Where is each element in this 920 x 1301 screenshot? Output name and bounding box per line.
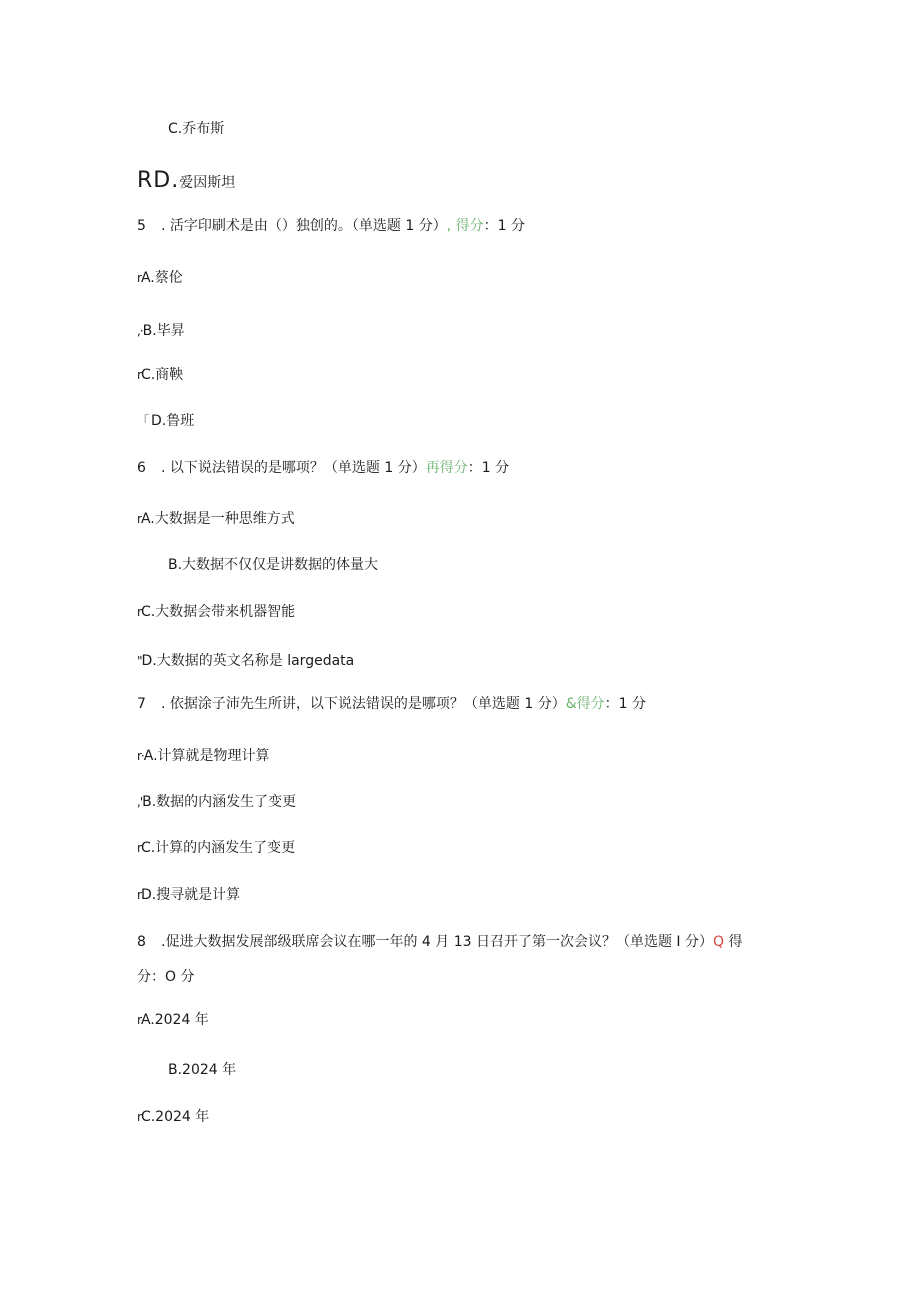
radio-mark: ,· bbox=[137, 324, 143, 338]
radio-mark: 「 bbox=[137, 414, 152, 428]
radio-mark: r bbox=[137, 841, 141, 855]
radio-mark: " bbox=[137, 654, 142, 668]
score-label: , 得分 bbox=[446, 218, 484, 234]
score-value: 分：O 分 bbox=[137, 969, 195, 985]
q8-option-b[interactable] bbox=[168, 1060, 236, 1080]
radio-mark: r bbox=[137, 512, 141, 526]
q5-option-a[interactable] bbox=[137, 268, 183, 288]
q5-option-d[interactable] bbox=[137, 411, 194, 431]
q7-option-a[interactable] bbox=[137, 746, 270, 766]
question-5 bbox=[137, 216, 525, 236]
q7-option-c[interactable] bbox=[137, 838, 295, 858]
option-label: C.乔布斯 bbox=[168, 121, 225, 137]
score-label-tail: 得 bbox=[728, 934, 743, 950]
option-label: B.数据的内涵发生了变更 bbox=[142, 794, 297, 810]
option-label: A.计算就是物理计算 bbox=[143, 748, 270, 764]
question-text: .促进大数据发展部级联席会议在哪一年的 4 月 13 日召开了第一次会议？（单选题 I 分） bbox=[161, 934, 713, 950]
score-label: &得分 bbox=[565, 696, 605, 712]
option-label: 爱因斯坦 bbox=[179, 175, 236, 191]
q6-option-c[interactable] bbox=[137, 602, 295, 622]
q7-option-d[interactable] bbox=[137, 885, 240, 905]
option-label: D.鲁班 bbox=[151, 413, 195, 429]
option-label: A.2024 年 bbox=[140, 1012, 209, 1028]
question-text: . 以下说法错误的是哪项？（单选题 1 分） bbox=[161, 460, 426, 476]
q8-option-a[interactable] bbox=[137, 1010, 209, 1030]
option-label: C.大数据会带来机器智能 bbox=[140, 604, 296, 620]
q4-option-d[interactable] bbox=[137, 168, 235, 196]
option-prefix-mark: RD. bbox=[137, 168, 180, 193]
question-number: 5 bbox=[137, 218, 146, 234]
radio-mark: ,' bbox=[137, 795, 143, 809]
score-value: ：1 分 bbox=[604, 696, 646, 712]
question-number: 6 bbox=[137, 460, 146, 476]
score-value: ：1 分 bbox=[483, 218, 525, 234]
option-label: A.蔡伦 bbox=[140, 270, 183, 286]
question-8-score-line bbox=[137, 967, 194, 987]
radio-mark: r bbox=[137, 271, 141, 285]
question-8 bbox=[137, 932, 742, 952]
score-label: 再得分 bbox=[425, 460, 468, 476]
option-label: B.毕昇 bbox=[142, 323, 185, 339]
q8-option-c[interactable] bbox=[137, 1107, 209, 1127]
radio-mark: r· bbox=[137, 749, 144, 763]
score-value: ：1 分 bbox=[467, 460, 510, 476]
option-label: A.大数据是一种思维方式 bbox=[140, 511, 295, 527]
q7-option-b[interactable] bbox=[137, 792, 296, 812]
score-label: Q bbox=[713, 934, 725, 950]
option-label: C.计算的内涵发生了变更 bbox=[140, 840, 296, 856]
option-label: C.2024 年 bbox=[140, 1109, 210, 1125]
option-label: D.搜寻就是计算 bbox=[140, 887, 241, 903]
option-label: B.大数据不仅仅是讲数据的体量大 bbox=[168, 557, 379, 573]
q6-option-a[interactable] bbox=[137, 509, 295, 529]
q5-option-c[interactable] bbox=[137, 365, 183, 385]
radio-mark: r bbox=[137, 888, 141, 902]
option-label: C.商鞅 bbox=[140, 367, 184, 383]
question-6 bbox=[137, 458, 509, 478]
radio-mark: r bbox=[137, 1110, 141, 1124]
radio-mark: r bbox=[137, 1013, 141, 1027]
question-number: 8 bbox=[137, 934, 146, 950]
option-label: D.大数据的英文名称是 largedata bbox=[141, 653, 355, 669]
q4-option-c[interactable] bbox=[168, 119, 224, 139]
q5-option-b[interactable] bbox=[137, 321, 185, 341]
q6-option-b[interactable] bbox=[168, 555, 378, 575]
radio-mark: r bbox=[137, 368, 141, 382]
option-label: B.2024 年 bbox=[168, 1062, 237, 1078]
question-number: 7 bbox=[137, 696, 146, 712]
radio-mark: r bbox=[137, 605, 141, 619]
question-7 bbox=[137, 694, 646, 714]
question-text: . 活字印刷术是由（）独创的。（单选题 1 分） bbox=[161, 218, 447, 234]
q6-option-d[interactable] bbox=[137, 651, 354, 671]
question-text: . 依据涂子沛先生所讲，以下说法错误的是哪项？（单选题 1 分） bbox=[161, 696, 566, 712]
